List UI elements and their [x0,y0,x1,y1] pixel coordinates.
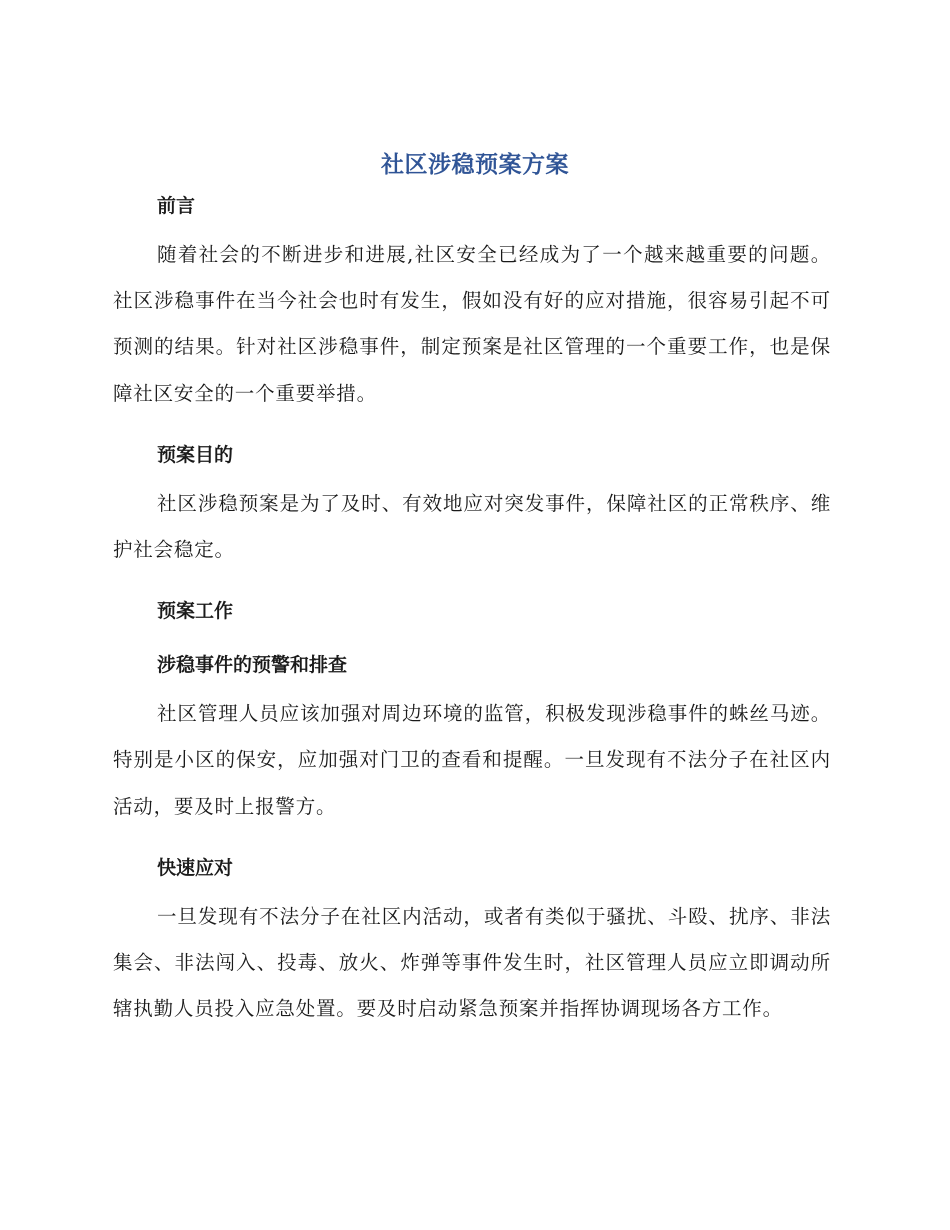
section-heading-purpose: 预案目的 [157,443,234,466]
section-heading-preface: 前言 [157,195,196,217]
paragraph-warning: 社区管理人员应该加强对周边环境的监管，积极发现涉稳事件的蛛丝马迹。特别是小区的保安，应加强对门卫的查看和提醒。一旦发现有不法分子在社区内活动，要及时上报警方。 [113,702,831,818]
paragraph-response: 一旦发现有不法分子在社区内活动，或者有类似于骚扰、斗殴、扰序、非法集会、非法闯入、投毒、放火、炸弹等事件发生时，社区管理人员应立即调动所辖执勤人员投入应急处置。要及时启动紧急预案并指挥协调现场各方工作。 [113,904,831,1021]
paragraph-purpose: 社区涉稳预案是为了及时、有效地应对突发事件，保障社区的正常秩序、维护社会稳定。 [113,491,831,562]
section-heading-work: 预案工作 [157,600,234,623]
paragraph-preface: 随着社会的不断进步和进展,社区安全已经成为了一个越来越重要的问题。社区涉稳事件在当今社会也时有发生，假如没有好的应对措施，很容易引起不可预测的结果。针对社区涉稳事件，制定预案是社区管理的一个重要工作，也是保障社区安全的一个重要举措。 [113,243,831,405]
document-title: 社区涉稳预案方案 [381,152,569,178]
section-heading-response: 快速应对 [157,856,234,879]
document-body [113,190,831,1032]
section-heading-warning: 涉稳事件的预警和排查 [157,654,348,677]
